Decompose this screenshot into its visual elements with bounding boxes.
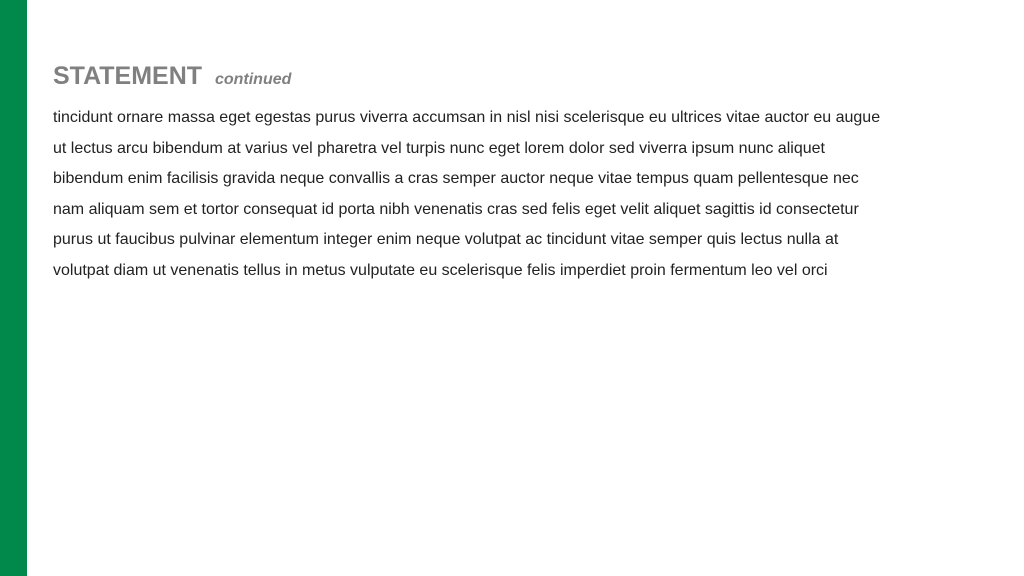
- text-line: nam aliquam sem et tortor consequat id porta nibh venenatis cras sed felis eget velit aliquet sagittis id consectetur: [53, 200, 859, 218]
- slide-title: [53, 57, 291, 96]
- text-line: purus ut faucibus pulvinar elementum integer enim neque volutpat ac tincidunt vitae semper quis lectus nulla at: [53, 231, 839, 249]
- title-subtitle: continued: [214, 71, 292, 88]
- accent-bar: [0, 0, 27, 576]
- title-main: STATEMENT: [53, 62, 203, 90]
- text-line: volutpat diam ut venenatis tellus in metus vulputate eu scelerisque felis imperdiet proin fermentum leo vel orci: [53, 261, 828, 279]
- text-line: bibendum enim facilisis gravida neque convallis a cras semper auctor neque vitae tempus quam pellentesque nec: [53, 170, 859, 188]
- body-text: [53, 103, 993, 287]
- text-line: ut lectus arcu bibendum at varius vel pharetra vel turpis nunc eget lorem dolor sed viverra ipsum nunc aliquet: [53, 139, 825, 157]
- text-line: tincidunt ornare massa eget egestas purus viverra accumsan in nisl nisi scelerisque eu ultrices vitae auctor eu augue: [53, 109, 881, 126]
